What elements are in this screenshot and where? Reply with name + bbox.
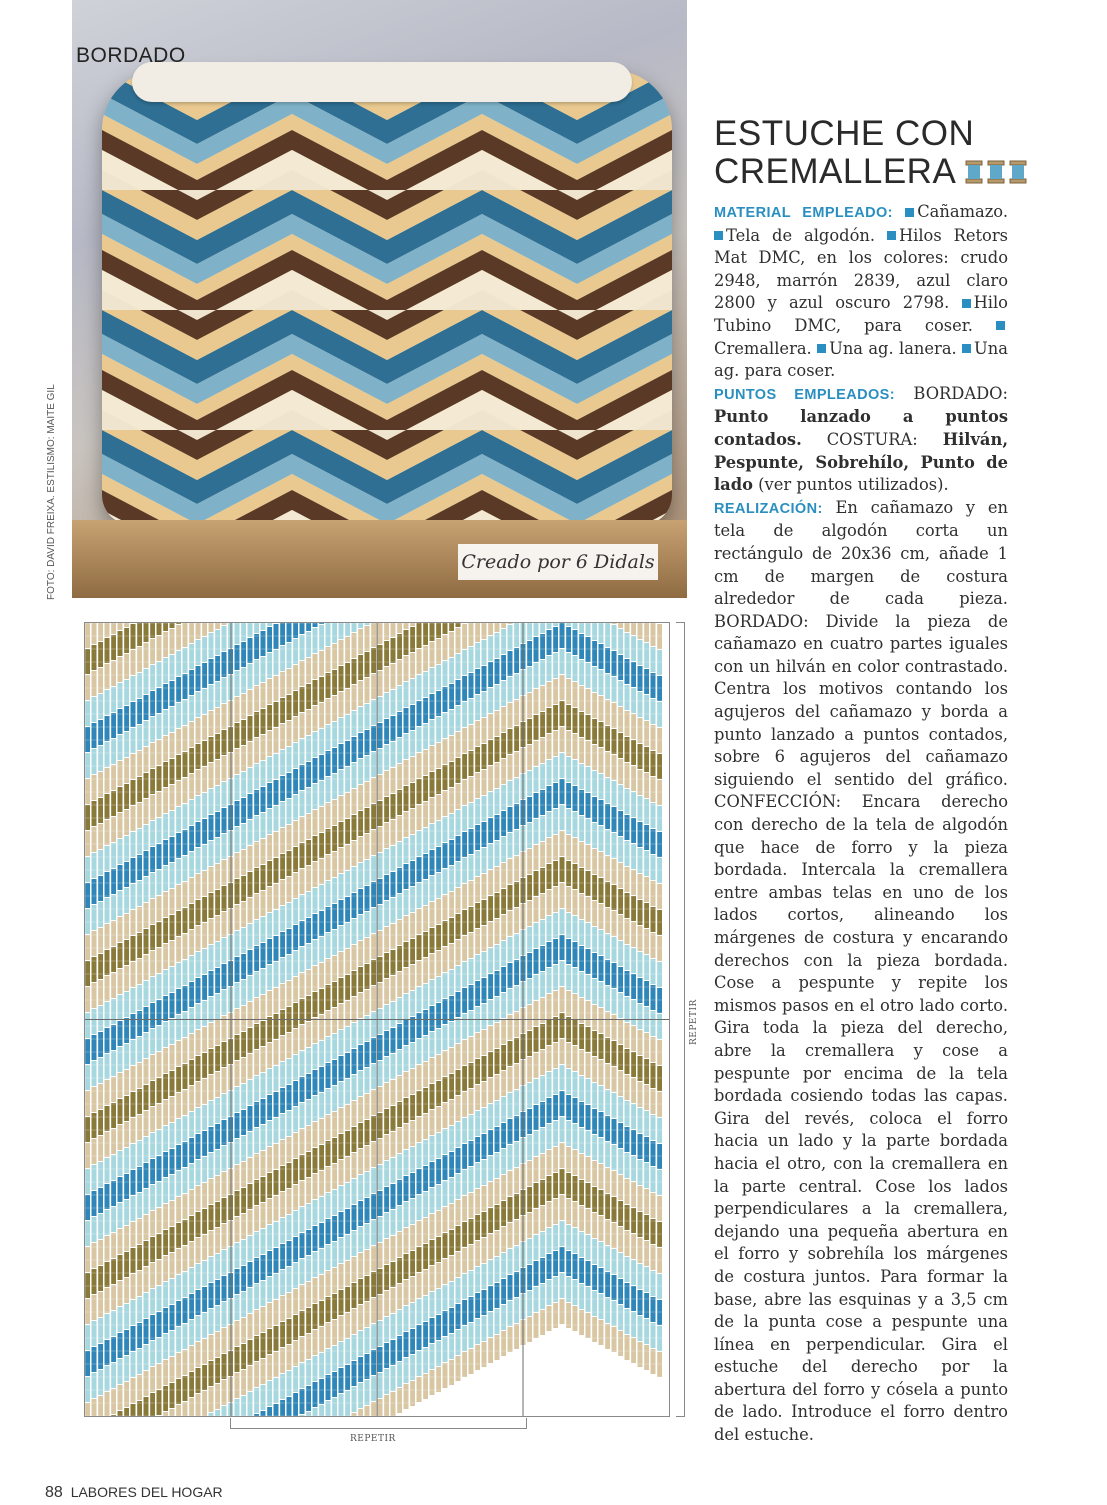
material-item: Hilos Retors Mat DMC, en los colores: crudo 2948, marrón 2839, azul claro 2800 y azul oscuro 2798. [714, 225, 1008, 313]
material-heading: MATERIAL EMPLEADO: [714, 205, 893, 221]
repeat-label-vertical: REPETIR [689, 999, 699, 1045]
puntos-label-costura: COSTURA: [826, 429, 918, 449]
bullet-icon [714, 231, 723, 240]
product-photo [72, 0, 687, 598]
spool-icon [964, 155, 1028, 193]
puntos-costura: Hilván, Pespunte, Sobrehílo, Punto de lado [714, 429, 1008, 495]
title-line-1: ESTUCHE CON [714, 114, 975, 153]
material-item: Tela de algodón. [726, 225, 876, 245]
puntos-bordado: Punto lanzado a puntos contados. [714, 407, 1008, 449]
embroidery-chart [84, 622, 670, 1417]
embroidered-pouch-image [102, 70, 672, 525]
bullet-icon [887, 231, 896, 240]
bullet-icon [905, 208, 914, 217]
title-line-2-text: CREMALLERA [714, 152, 957, 191]
material-item: Hilo Tubino DMC, para coser. [714, 293, 1008, 335]
magazine-name: LABORES DEL HOGAR [70, 1484, 223, 1500]
page-number: 88 [45, 1484, 63, 1501]
material-item: Cremallera. [714, 338, 812, 358]
section-tag: BORDADO [76, 44, 186, 67]
photo-caption: Creado por 6 Didals [458, 544, 658, 580]
page-footer [45, 1484, 223, 1502]
puntos-label-bordado: BORDADO: [913, 383, 1008, 403]
material-item: Una ag. lanera. [829, 338, 957, 358]
instructions-text [714, 201, 1008, 1447]
bullet-icon [996, 321, 1005, 330]
repeat-bracket-vertical [676, 622, 685, 1417]
material-item: Cañamazo. [917, 202, 1008, 221]
bullet-icon [962, 344, 971, 353]
repeat-bracket-horizontal [230, 1418, 527, 1429]
puntos-heading: PUNTOS EMPLEADOS: [714, 386, 895, 403]
repeat-label-horizontal: REPETIR [350, 1434, 396, 1444]
bullet-icon [962, 299, 971, 308]
puntos-note: (ver puntos utilizados). [758, 475, 949, 495]
material-item: Una ag. para coser. [714, 338, 1008, 381]
article-title [714, 115, 1094, 193]
zipper [132, 62, 632, 102]
realizacion-heading: REALIZACIÓN: [714, 500, 823, 517]
bullet-icon [817, 344, 826, 353]
chart-svg [85, 623, 669, 1416]
realizacion-text: En cañamazo y en tela de algodón corta un rectángulo de 20x36 cm, añade 1 cm de margen de costura alrededor de cada pieza. BORDADO: Divide la pieza de cañamazo en cuatro partes iguales con un hilván en color contrastado. Centra los motivos contando los agujeros del cañamazo y borda a punto lanzado a puntos contados, sobre 6 agujeros del cañamazo siguiendo el sentido del gráfico. CONFECCIÓN: Encara derecho con derecho de la tela de algodón que hace de forro y la pieza bordada. Intercala la cremallera entre ambas telas en uno de los lados cortos, alineando los márgenes de costura y encarando derechos con la pieza bordada. Cose a pespunte y repite los mismos pasos en el otro lado corto. Gira toda la pieza del derecho, abre la cremallera y cose a pespunte por encima de la tela bordada cosiendo todas las capas. Gira del revés, coloca el forro hacia un lado y la parte bordada hacia el otro, con la cremallera en la parte central. Cose los lados perpendiculares a la cremallera, dejando una pequeña abertura en el forro y sobrehíla los márgenes de costura juntos. Para formar la base, abre las esquinas y a 3,5 cm de la punta cose a pespunte una línea en perpendicular. Gira el estuche del derecho por la abertura del forro y cósela a punto de lado. Introduce el forro dentro del estuche. [714, 497, 1008, 1445]
title-line-2 [714, 153, 1094, 193]
photo-credit: FOTO: DAVID FREIXA. ESTILISMO: MAITE GIL [46, 384, 57, 600]
